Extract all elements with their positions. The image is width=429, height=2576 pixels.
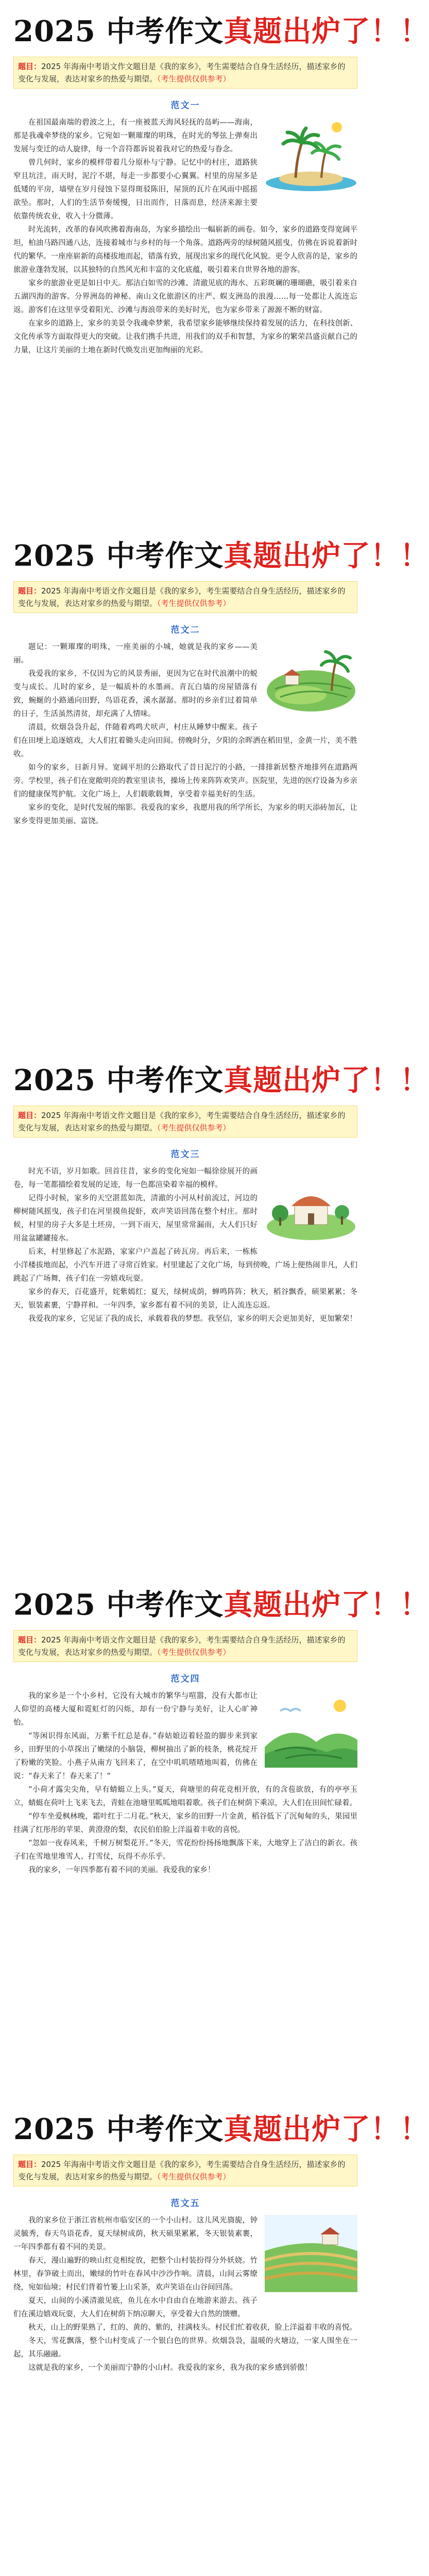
- headline-part-1: 2025 中考作文: [13, 14, 224, 48]
- essay-paragraph: 春天，漫山遍野的映山红竞相绽放，把整个山村装扮得分外妖娆。竹林里，春笋破土而出，嫩绿的竹叶在春风中沙沙作响。清晨，山间云雾缭绕，宛如仙境；村民们背着竹篓上山采茶，欢声笑语在山谷间回荡。: [13, 2257, 258, 2292]
- essay-paragraph: 我的家乡，一年四季都有着不同的美丽。我爱我的家乡！: [28, 1866, 215, 1874]
- essay-paragraph: 夏天，山间的小溪清澈见底，鱼儿在水中自由自在地游来游去。孩子们在溪边嬉戏玩耍，大人们在树荫下纳凉聊天，享受着大自然的馈赠。: [13, 2297, 258, 2318]
- essay-title: 范文二: [170, 625, 200, 635]
- essay-paragraph: 时光不语，岁月如歌。回首往昔，家乡的变化宛如一幅徐徐展开的画卷，每一笔都描绘着发展的足迹，每一色都渲染着幸福的模样。: [13, 1167, 258, 1189]
- essay-paragraph: 时光流转，改革的春风吹拂着海南岛，为家乡描绘出一幅崭新的画卷。如今，家乡的道路变得宽阔平坦，柏油马路四通八达，连接着城市与乡村的每一个角落。道路两旁的绿树随风摇曳，仿佛在诉说着新时代的繁华。一座座崭新的高楼拔地而起，错落有致，展现出家乡的现代化风貌。更令人欣喜的是，家乡的旅游业蓬勃发展，以其独特的自然风光和丰富的文化底蕴，吸引着来自世界各地的游客。: [13, 226, 357, 274]
- essay-paragraph: 后来，村里修起了水泥路，家家户户盖起了砖瓦房。再后来，一栋栋小洋楼拔地而起，小汽车开进了寻常百姓家。村里建起了文化广场，每到傍晚，广场上便热闹非凡，人们跳起了广场舞，孩子们在一旁嬉戏玩耍。: [13, 1248, 357, 1283]
- prompt-box: [13, 1106, 357, 1138]
- prompt-note: （考生提供仅供参考）: [157, 599, 231, 608]
- headline-banner: [13, 538, 429, 575]
- prompt-box: [13, 581, 357, 613]
- prompt-text: 2025 年海南中考语文作文题目是《我的家乡》，考生需要结合自身生活经历，描述家乡的变化与发展，表达对家乡的热爱与期望。: [18, 1635, 346, 1657]
- tea-garden-hills-illustration: [265, 1690, 357, 1768]
- essay-paragraph: 在家乡的道路上，家乡的美景令我魂牵梦萦，我希望家乡能够继续保持着发展的活力，在科技创新、文化传承等方面取得更大的突破。让我们携手共进，用我们的双手和智慧，为家乡的繁荣昌盛贡献自己的力量，让这片美丽的土地在新时代焕发出更加绚丽的光彩。: [13, 319, 357, 354]
- prompt-box: [13, 2155, 357, 2187]
- essay-paragraph: “小荷才露尖尖角，早有蜻蜓立上头。”夏天，荷塘里的荷花竞相开放，有的含苞欲放，有的亭亭玉立，蜻蜓在荷叶上飞来飞去，青蛙在池塘里呱呱地唱着歌。孩子们在树荫下乘凉，大人们在田间忙碌着。: [13, 1786, 357, 1807]
- essay-section-5: [0, 2098, 429, 2576]
- prompt-label: 题目：: [18, 1111, 42, 1120]
- island-palm-trees-illustration: [265, 117, 357, 194]
- essay-body: [13, 1165, 357, 1326]
- essay-paragraph: 清晨，炊烟袅袅升起，伴随着鸡鸣犬吠声，村庄从睡梦中醒来。孩子们在田埂上追逐嬉戏，大人们扛着锄头走向田间。傍晚时分，夕阳的余晖洒在稻田里，金黄一片，美不胜收。: [13, 723, 357, 758]
- essay-body: [13, 640, 357, 828]
- essay-paragraph: 我的家乡位于浙江省杭州市临安区的一个小山村。这儿风光旖旎，钟灵毓秀，春天鸟语花香，夏天绿树成荫，秋天硕果累累，冬天银装素裹，一年四季都有着不同的美景。: [13, 2216, 258, 2251]
- essay-paragraph: 冬天，雪花飘落，整个山村变成了一个银白色的世界。炊烟袅袅，温暖的火塘边，一家人围坐在一起，其乐融融。: [13, 2337, 357, 2359]
- essay-paragraph: 我的家乡是一个小乡村，它没有大城市的繁华与喧嚣，没有大都市让人仰望的高楼大厦和霓虹灯的闪烁，却有一份宁静与美好，让人心旷神怡。: [13, 1692, 258, 1727]
- essay-paragraph: 这就是我的家乡，一个美丽而宁静的小山村。我爱我的家乡，我为我的家乡感到骄傲！: [28, 2364, 312, 2372]
- prompt-text: 2025 年海南中考语文作文题目是《我的家乡》，考生需要结合自身生活经历，描述家乡的变化与发展，表达对家乡的热爱与期望。: [18, 62, 346, 83]
- headline-part-2: 真题出炉了！！: [224, 1588, 429, 1622]
- essay-paragraph: 在祖国最南端的碧波之上，有一座被蓝天海风轻抚的岛屿——海南，那是我魂牵梦绕的家乡。它宛如一颗璀璨的明珠，在时光的琴弦上弹奏出发展与变迁的动人旋律，每一个音符都诉说着我对它的热爱与眷念。: [13, 118, 258, 154]
- essay-section-3: [0, 1049, 429, 1573]
- essay-paragraph: 我爱我的家乡，它见证了我的成长，承载着我的梦想。我坚信，家乡的明天会更加美好，更加繁荣！: [28, 1315, 357, 1323]
- prompt-label: 题目：: [18, 62, 42, 71]
- round-house-village-illustration: [265, 1166, 357, 1243]
- headline-part-1: 2025 中考作文: [13, 539, 224, 573]
- essay-body: [13, 2214, 357, 2375]
- essay-title: 范文三: [170, 1149, 200, 1160]
- essay-paragraph: 记得小时候，家乡的天空湛蓝如洗，清澈的小河从村前流过，河边的柳树随风摇曳，孩子们在河里摸鱼捉虾，欢声笑语回荡在整个村庄。那时候，村里的房子大多是土坯房，一到下雨天，屋里常常漏雨，大人们只好用盆盆罐罐接水。: [13, 1194, 258, 1243]
- headline-part-2: 真题出炉了！！: [224, 14, 429, 48]
- prompt-note: （考生提供仅供参考）: [157, 1123, 231, 1132]
- essay-paragraph: 题记：一颗璀璨的明珠，一座美丽的小城，她就是我的家乡——美丽。: [13, 643, 258, 665]
- prompt-label: 题目：: [18, 1635, 42, 1645]
- essay-paragraph: “等闲识得东风面，万紫千红总是春。”春姑娘迈着轻盈的脚步来到家乡，田野里的小草探出了嫩绿的小脑袋，柳树抽出了新的枝条，桃花绽开了粉嫩的笑脸。小燕子从南方飞回来了，在空中叽叽喳喳地叫着，仿佛在说：“春天来了！春天来了！”: [13, 1732, 258, 1781]
- essay-paragraph: “忽如一夜春风来，千树万树梨花开。”冬天，雪花纷纷扬扬地飘落下来，大地穿上了洁白的新衣。孩子们在雪地里堆雪人、打雪仗，玩得不亦乐乎。: [13, 1839, 357, 1861]
- headline-part-1: 2025 中考作文: [13, 2112, 224, 2146]
- essay-paragraph: 如今的家乡，日新月异。宽阔平坦的公路取代了昔日泥泞的小路，一排排新居整齐地排列在道路两旁。学校里，孩子们在宽敞明亮的教室里读书，操场上传来阵阵欢笑声。医院里，先进的医疗设备为乡亲们的健康保驾护航。文化广场上，人们载歌载舞，享受着幸福美好的生活。: [13, 764, 357, 799]
- prompt-note: （考生提供仅供参考）: [157, 1648, 231, 1657]
- essay-paragraph: 曾几何时，家乡的模样带着几分原朴与宁静。记忆中的村庄，道路狭窄且坑洼，雨天时，泥泞不堪，每走一步都要小心翼翼。村里的房屋多是低矮的平房，墙壁在岁月侵蚀下显得斑驳陈旧，屋顶的瓦片在风雨中摇摇欲坠。那时，人们的生活节奏缓慢，日出而作，日落而息，经济来源主要依靠传统农业，收入十分微薄。: [13, 159, 258, 221]
- headline-banner: [13, 2111, 429, 2148]
- essay-title: 范文一: [170, 100, 200, 111]
- headline-part-2: 真题出炉了！！: [224, 1063, 429, 1097]
- essay-title: 范文五: [170, 2198, 200, 2209]
- essay-title: 范文四: [170, 1674, 200, 1684]
- prompt-note: （考生提供仅供参考）: [157, 74, 231, 83]
- prompt-label: 题目：: [18, 2160, 42, 2169]
- essay-paragraph: “停车坐爱枫林晚，霜叶红于二月花。”秋天，家乡的田野一片金黄，稻谷低下了沉甸甸的头，果园里挂满了红彤彤的苹果、黄澄澄的梨，农民伯伯脸上洋溢着丰收的喜悦。: [13, 1812, 357, 1834]
- prompt-box: [13, 1630, 357, 1662]
- prompt-label: 题目：: [18, 586, 42, 596]
- essay-section-2: [0, 524, 429, 1049]
- rice-field-coconut-illustration: [265, 641, 357, 719]
- headline-part-2: 真题出炉了！！: [224, 2112, 429, 2146]
- headline-part-1: 2025 中考作文: [13, 1063, 224, 1097]
- terraced-farmland-illustration: [265, 2215, 357, 2292]
- headline-banner: [13, 1062, 429, 1099]
- essay-section-4: [0, 1573, 429, 2098]
- headline-part-2: 真题出炉了！！: [224, 539, 429, 573]
- prompt-text: 2025 年海南中考语文作文题目是《我的家乡》，考生需要结合自身生活经历，描述家乡的变化与发展，表达对家乡的热爱与期望。: [18, 586, 346, 608]
- essay-paragraph: 秋天，山上的野果熟了，红的、黄的、紫的，挂满枝头。村民们忙着收获，脸上洋溢着丰收的喜悦。: [28, 2324, 357, 2332]
- essay-paragraph: 家乡的春天，百花盛开，姹紫嫣红；夏天，绿树成荫，蝉鸣阵阵；秋天，稻谷飘香，硕果累累；冬天，银装素裹，宁静祥和。一年四季，家乡都有着不同的美景，让人流连忘返。: [13, 1288, 357, 1310]
- essay-body: [13, 1689, 357, 1877]
- prompt-text: 2025 年海南中考语文作文题目是《我的家乡》，考生需要结合自身生活经历，描述家乡的变化与发展，表达对家乡的热爱与期望。: [18, 1111, 346, 1132]
- headline-part-1: 2025 中考作文: [13, 1588, 224, 1622]
- essay-paragraph: 我爱我的家乡，不仅因为它的风景秀丽，更因为它在时代浪潮中的蜕变与成长。儿时的家乡，是一幅质朴的水墨画。青瓦白墙的房屋错落有致，蜿蜒的小路通向田野，鸟语花香，溪水潺潺。那时的乡亲们过着简单的日子，生活虽然清贫，却充满了人情味。: [13, 670, 258, 718]
- essay-paragraph: 家乡的旅游业更是如日中天。那洁白如雪的沙滩、清澈见底的海水、五彩斑斓的珊瑚礁，吸引着来自五湖四海的游客。分界洲岛的神秘、南山文化旅游区的庄严、蜈支洲岛的浪漫……每一处都让人流连忘返。游客们在这里享受着阳光、沙滩与海浪带来的美好时光，也为家乡带来了源源不断的财富。: [13, 279, 357, 314]
- headline-banner: [13, 13, 429, 50]
- headline-banner: [13, 1587, 429, 1624]
- essay-body: [13, 116, 357, 357]
- essay-section-1: [0, 0, 429, 524]
- essay-paragraph: 家乡的变化，是时代发展的缩影。我爱我的家乡，我愿用我的所学所长，为家乡的明天添砖加瓦，让家乡变得更加美丽、富饶。: [13, 804, 357, 825]
- prompt-box: [13, 57, 357, 89]
- prompt-note: （考生提供仅供参考）: [157, 2172, 231, 2181]
- prompt-text: 2025 年海南中考语文作文题目是《我的家乡》，考生需要结合自身生活经历，描述家乡的变化与发展，表达对家乡的热爱与期望。: [18, 2160, 346, 2181]
